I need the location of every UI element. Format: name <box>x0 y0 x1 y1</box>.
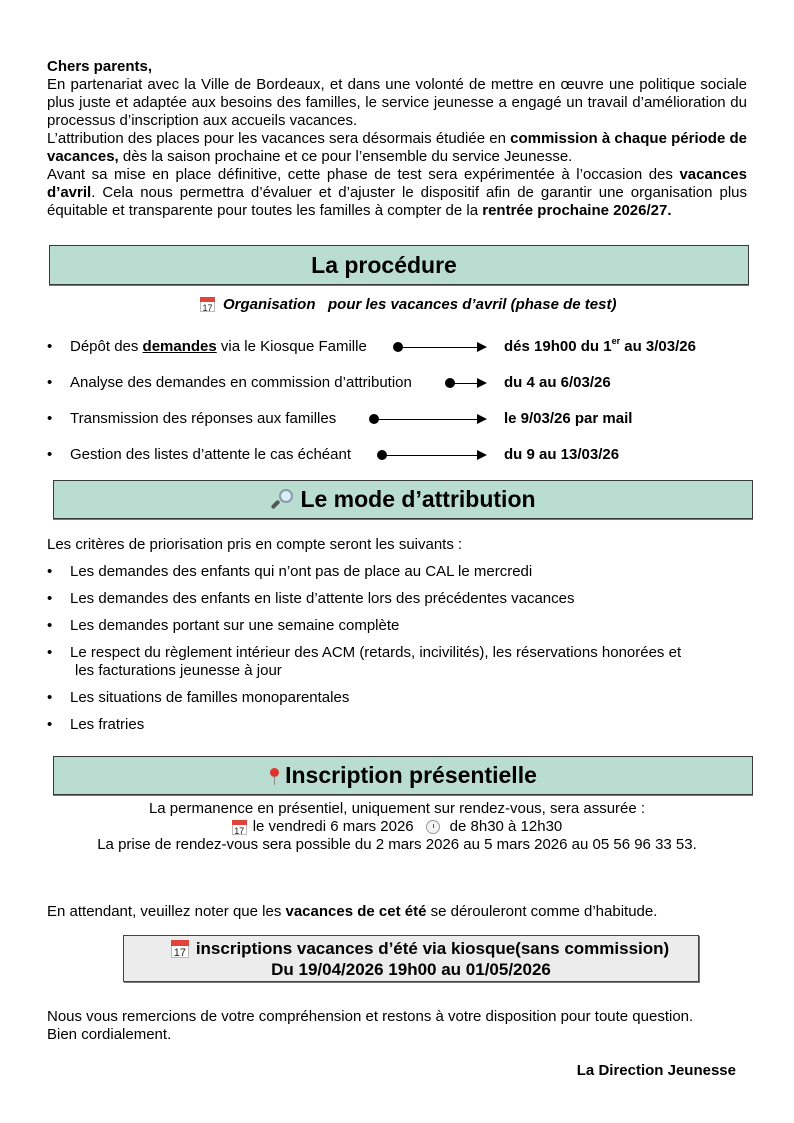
appointment-info: La prise de rendez-vous sera possible du 2 mars 2026 au 5 mars 2026 au 05 56 96 33 53. <box>97 836 697 853</box>
closing-line: Bien cordialement. <box>47 1026 172 1043</box>
bullet: • <box>47 617 53 634</box>
summer-registration-box <box>123 935 699 982</box>
text: . Cela nous permettra d’évaluer et d’ajuster le dispositif afin de garantir une organisation plus équitable et transparente pour toutes les familles à compter de la <box>47 184 747 219</box>
intro-paragraph-1: En partenariat avec la Ville de Bordeaux, et dans une volonté de mettre en œuvre une politique sociale plus juste et adaptée aux besoins des familles, le service jeunesse a engagé un travail d’amélioration du processus d’inscription aux accueils vacances. <box>47 76 747 129</box>
calendar-icon: 17 <box>171 940 189 958</box>
clock-icon <box>426 820 440 834</box>
step-date <box>504 338 696 355</box>
text: via le Kiosque Famille <box>216 338 367 355</box>
arrow-head-icon <box>477 342 487 352</box>
bullet: • <box>47 644 53 661</box>
bold-text: vacances de cet été <box>285 903 427 920</box>
step-date: du 9 au 13/03/26 <box>504 446 620 463</box>
criteria-text: Les demandes des enfants qui n’ont pas de place au CAL le mercredi <box>70 563 533 580</box>
step-date: du 4 au 6/03/26 <box>504 374 611 391</box>
superscript: er <box>611 336 621 346</box>
section-header-procedure <box>49 245 749 285</box>
arrow-head-icon <box>477 414 487 424</box>
bullet: • <box>47 446 53 463</box>
step-date: le 9/03/26 par mail <box>504 410 633 427</box>
arrow-line <box>375 419 479 420</box>
criteria-intro: Les critères de priorisation pris en compte seront les suivants : <box>47 536 463 553</box>
criteria-item <box>47 590 737 608</box>
text: dés 19h00 du 1 <box>504 338 612 355</box>
criteria-item <box>47 644 737 680</box>
section-header-attribution <box>53 480 753 519</box>
map-pin-icon <box>269 765 281 787</box>
permanence-hours: de 8h30 à 12h30 <box>449 818 563 835</box>
criteria-item <box>47 716 737 734</box>
text: Avant sa mise en place définitive, cette phase de test sera expérimentée à l’occasion des <box>47 166 680 183</box>
signature: La Direction Jeunesse <box>576 1062 736 1079</box>
section-title: Inscription présentielle <box>285 762 537 788</box>
bullet: • <box>47 563 53 580</box>
closing <box>47 1008 693 1044</box>
text: En attendant, veuillez noter que les <box>47 903 286 920</box>
magnifier-icon <box>270 488 294 512</box>
step-text: Transmission des réponses aux familles <box>70 410 337 427</box>
bullet: • <box>47 689 53 706</box>
criteria-item <box>47 689 737 707</box>
letter-intro <box>47 58 747 220</box>
summer-box-line-1 <box>124 938 698 959</box>
bullet: • <box>47 410 53 427</box>
presentiel-line-2 <box>47 818 747 836</box>
criteria-text: Les demandes des enfants en liste d’attente lors des précédentes vacances <box>70 590 575 607</box>
criteria-text: Les situations de familles monoparentales <box>70 689 350 706</box>
criteria-text-continued: les facturations jeunesse à jour <box>75 662 282 679</box>
criteria-text: Les fratries <box>70 716 145 733</box>
text: La permanence en présentiel, uniquement sur rendez-vous, sera assurée : <box>148 800 646 817</box>
bullet: • <box>47 716 53 733</box>
intro-paragraph-2 <box>47 130 747 166</box>
text: inscriptions vacances d’été via kiosque(sans commission) <box>195 939 670 958</box>
arrow-line <box>451 383 479 384</box>
arrow-line <box>399 347 479 348</box>
calendar-icon: 17 <box>200 297 215 312</box>
text: se dérouleront comme d’habitude. <box>426 903 658 920</box>
bold-text: commission à chaque période de vacances, <box>47 130 747 165</box>
bullet: • <box>47 374 53 391</box>
procedure-subtitle <box>200 296 616 313</box>
section-title: Le mode d’attribution <box>300 486 536 512</box>
step-text: Gestion des listes d’attente le cas échéant <box>70 446 352 463</box>
bold-text: vacances d’avril <box>47 166 747 201</box>
step-text <box>70 338 367 355</box>
presentiel-line-1 <box>47 800 747 818</box>
text: Dépôt des <box>70 338 143 355</box>
text: L’attribution des places pour les vacances sera désormais étudiée en <box>47 130 511 147</box>
criteria-item <box>47 617 737 635</box>
arrow-line <box>383 455 479 456</box>
criteria-text: Le respect du règlement intérieur des ACM (retards, incivilités), les réservations honorées et <box>70 644 682 661</box>
section-header-presentiel <box>53 756 753 795</box>
calendar-icon: 17 <box>232 820 247 835</box>
step-text: Analyse des demandes en commission d’attribution <box>70 374 412 391</box>
closing-line: Nous vous remercions de votre compréhension et restons à votre disposition pour toute question. <box>47 1008 694 1025</box>
text: dès la saison prochaine et ce pour l’ensemble du service Jeunesse. <box>118 148 573 165</box>
text: au 3/03/26 <box>620 338 696 355</box>
greeting: Chers parents, <box>47 58 153 75</box>
summer-notice <box>47 903 657 920</box>
arrow-head-icon <box>477 378 487 388</box>
bullet: • <box>47 338 53 355</box>
bullet: • <box>47 590 53 607</box>
presentiel-details <box>47 800 747 854</box>
section-title: La procédure <box>311 251 457 278</box>
criteria-item <box>47 563 737 581</box>
subtitle-text: Organisation pour les vacances d’avril (phase de test) <box>223 296 617 313</box>
presentiel-line-3 <box>47 836 747 854</box>
underlined-text: demandes <box>142 338 217 355</box>
criteria-text: Les demandes portant sur une semaine complète <box>70 617 400 634</box>
bold-text: rentrée prochaine 2026/27. <box>482 202 672 219</box>
arrow-head-icon <box>477 450 487 460</box>
permanence-date: le vendredi 6 mars 2026 <box>252 818 414 835</box>
intro-paragraph-3 <box>47 166 747 220</box>
summer-box-line-2: Du 19/04/2026 19h00 au 01/05/2026 <box>271 960 551 979</box>
